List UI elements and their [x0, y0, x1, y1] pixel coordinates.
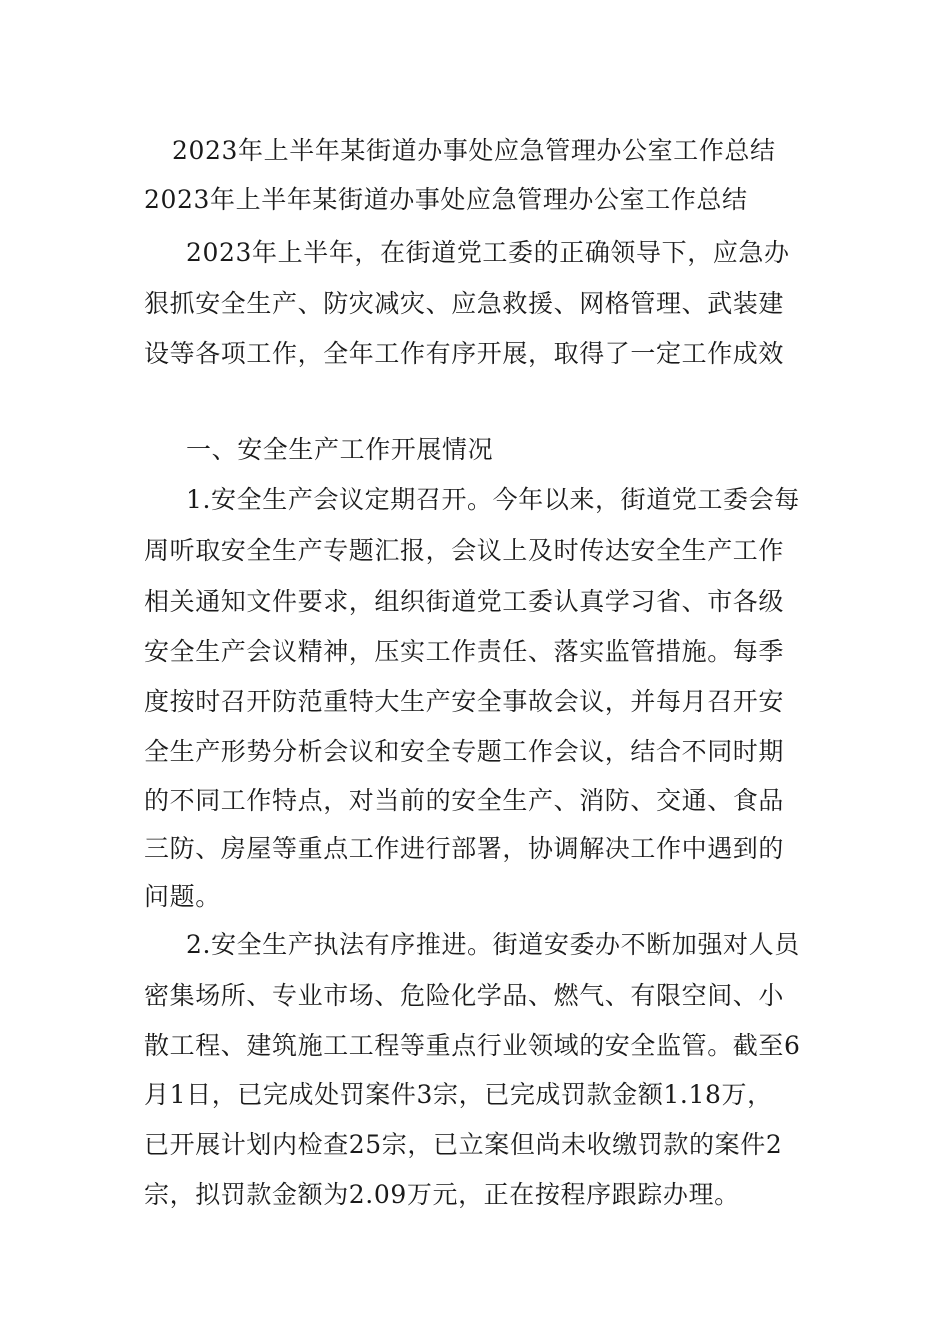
paragraph-line: 密集场所、专业市场、危险化学品、燃气、有限空间、小 [144, 981, 785, 1010]
paragraph-line: 的不同工作特点，对当前的安全生产、消防、交通、食品 [144, 786, 785, 815]
intro-line: 设等各项工作，全年工作有序开展，取得了一定工作成效 [144, 339, 785, 368]
paragraph-line: 安全生产会议精神，压实工作责任、落实监管措施。每季 [144, 637, 785, 666]
paragraph-line: 月1日，已完成处罚案件3宗，已完成罚款金额1.18万， [144, 1080, 773, 1109]
paragraph-line: 问题。 [144, 882, 221, 911]
paragraph-line: 相关通知文件要求，组织街道党工委认真学习省、市各级 [144, 587, 785, 616]
paragraph-line: 已开展计划内检查25宗，已立案但尚未收缴罚款的案件2 [144, 1130, 783, 1159]
paragraph-line: 散工程、建筑施工工程等重点行业领域的安全监管。截至6 [144, 1031, 801, 1060]
paragraph-line: 宗，拟罚款金额为2.09万元，正在按程序跟踪办理。 [144, 1180, 740, 1209]
intro-line: 2023年上半年，在街道党工委的正确领导下，应急办 [186, 238, 790, 267]
paragraph-line: 三防、房屋等重点工作进行部署，协调解决工作中遇到的 [144, 834, 785, 863]
paragraph-line: 1.安全生产会议定期召开。今年以来，街道党工委会每 [186, 485, 800, 514]
paragraph-line: 周听取安全生产专题汇报，会议上及时传达安全生产工作 [144, 536, 785, 565]
document-title: 2023年上半年某街道办事处应急管理办公室工作总结 [172, 136, 776, 165]
document-subtitle: 2023年上半年某街道办事处应急管理办公室工作总结 [144, 185, 748, 214]
paragraph-line: 全生产形势分析会议和安全专题工作会议，结合不同时期 [144, 737, 785, 766]
paragraph-line: 度按时召开防范重特大生产安全事故会议，并每月召开安 [144, 687, 785, 716]
intro-line: 狠抓安全生产、防灾减灾、应急救援、网格管理、武装建 [144, 289, 785, 318]
section-heading: 一、安全生产工作开展情况 [186, 435, 494, 464]
paragraph-line: 2.安全生产执法有序推进。街道安委办不断加强对人员 [186, 930, 800, 959]
